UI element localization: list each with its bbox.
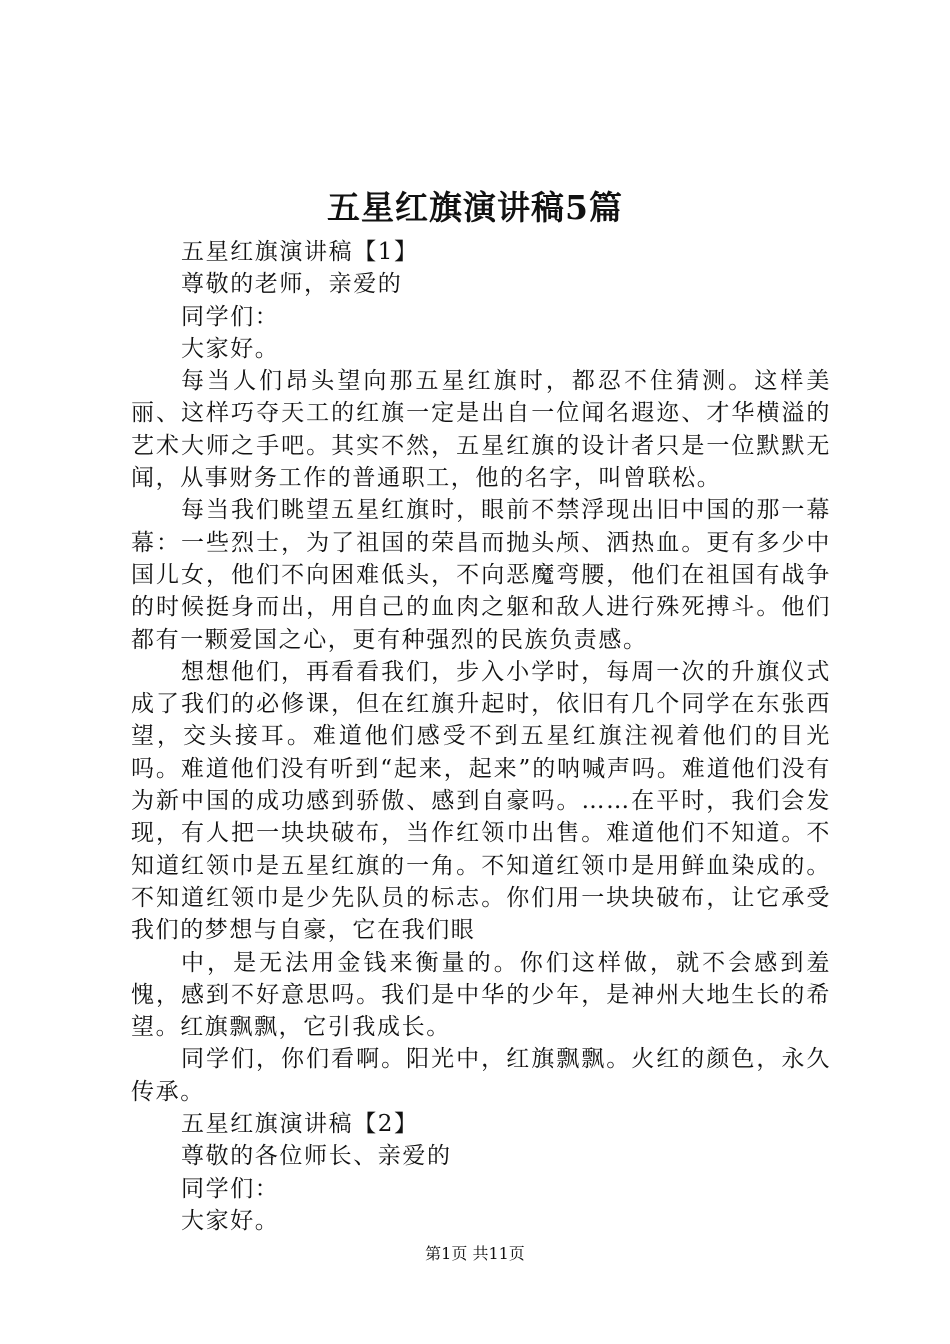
document-title: 五星红旗演讲稿5篇 — [327, 188, 623, 227]
salutation-line: 同学们： — [181, 303, 280, 330]
body-paragraph: 中，是无法用金钱来衡量的。你们这样做，就不会感到羞愧，感到不好意思吗。我们是中华的少年，是神州大地生长的希望。红旗飘飘，它引我成长。 — [131, 949, 831, 1041]
body-paragraph: 想想他们，再看看我们，步入小学时，每周一次的升旗仪式成了我们的必修课，但在红旗升起时，依旧有几个同学在东张西望，交头接耳。难道他们感受不到五星红旗注视着他们的目光吗。难道他们没有听到“起来，起来”的呐喊声吗。难道他们没有为新中国的成功感到骄傲、感到自豪吗。……在平时，我们会发现，有人把一块块破布，当作红领巾出售。难道他们不知道。不知道红领巾是五星红旗的一角。不知道红领巾是用鲜血染成的。不知道红领巾是少先队员的标志。你们用一块块破布，让它承受我们的梦想与自豪，它在我们眼 — [131, 658, 831, 944]
greeting-line: 大家好。 — [181, 1207, 280, 1234]
body-paragraph: 每当我们眺望五星红旗时，眼前不禁浮现出旧中国的那一幕幕：一些烈士，为了祖国的荣昌而抛头颅、洒热血。更有多少中国儿女，他们不向困难低头，不向恶魔弯腰，他们在祖国有战争的时候挺身而出，用自己的血肉之躯和敌人进行殊死搏斗。他们都有一颗爱国之心，更有种强烈的民族负责感。 — [131, 497, 831, 653]
document-body — [131, 236, 831, 1237]
section-heading-2: 五星红旗演讲稿【2】 — [181, 1111, 419, 1138]
salutation-line: 尊敬的老师，亲爱的 — [181, 271, 403, 298]
section-heading-1: 五星红旗演讲稿【1】 — [181, 239, 419, 265]
body-paragraph: 每当人们昂头望向那五星红旗时，都忍不住猜测。这样美丽、这样巧夺天工的红旗一定是出自一位闻名遐迩、才华横溢的艺术大师之手吧。其实不然，五星红旗的设计者只是一位默默无闻，从事财务工作的普通职工，他的名字，叫曾联松。 — [131, 368, 831, 492]
body-paragraph: 同学们，你们看啊。阳光中，红旗飘飘。火红的颜色，永久传承。 — [131, 1046, 831, 1105]
page-number-footer: 第1页 共11页 — [425, 1244, 525, 1263]
salutation-line: 尊敬的各位师长、亲爱的 — [181, 1143, 452, 1170]
salutation-line: 同学们： — [181, 1175, 280, 1202]
greeting-line: 大家好。 — [181, 335, 280, 362]
